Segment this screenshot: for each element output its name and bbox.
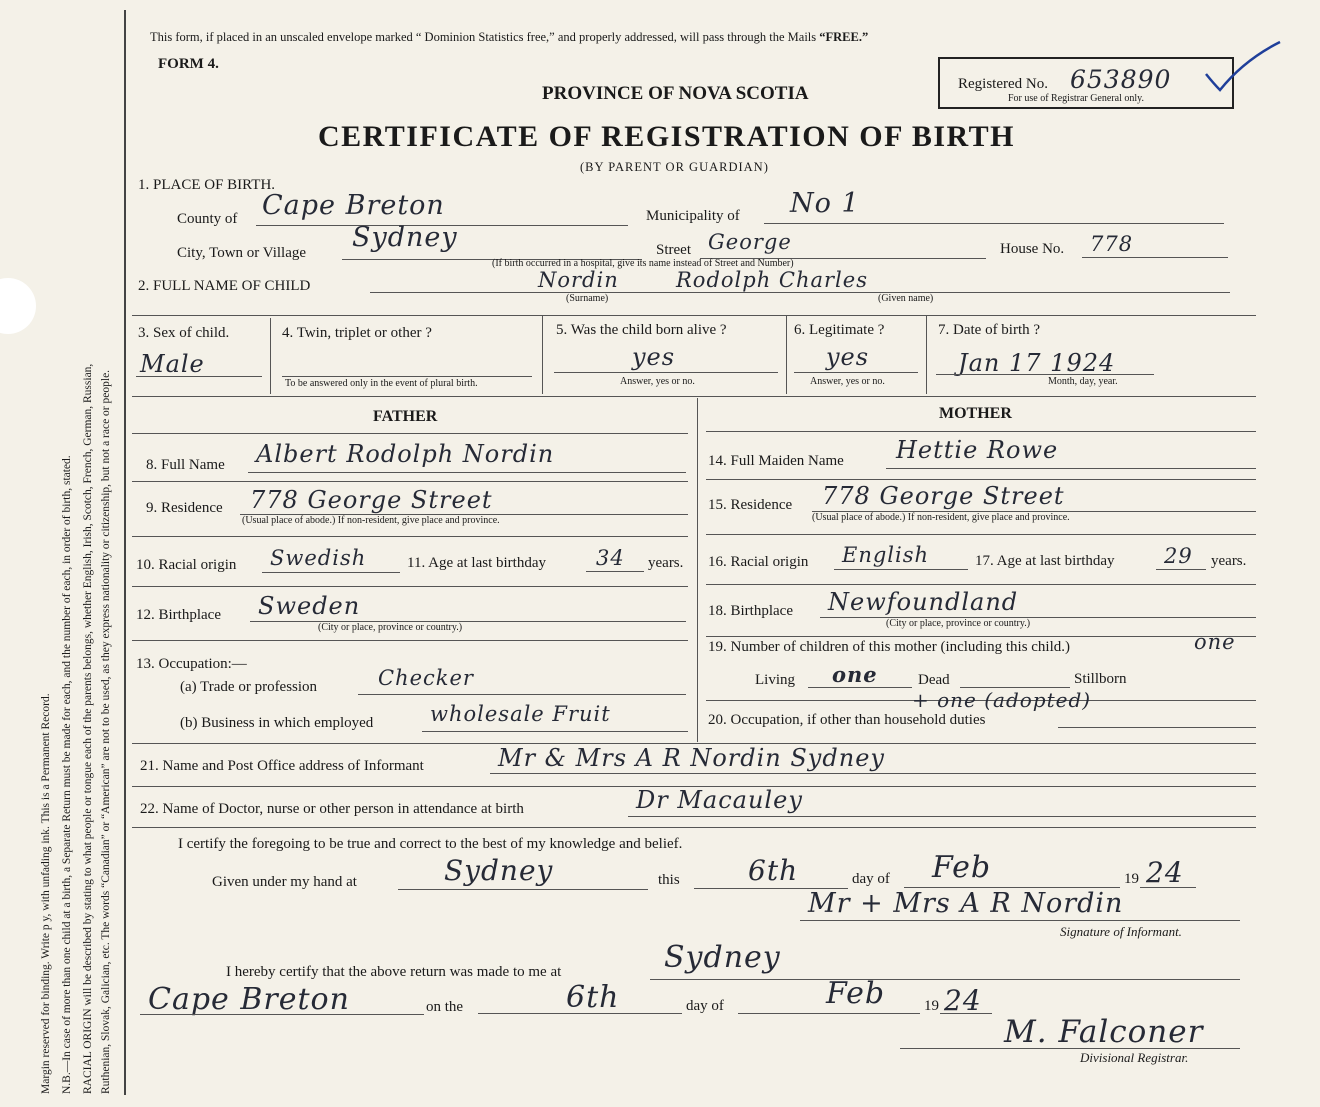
mother-heading: MOTHER (939, 405, 1012, 422)
father-birthplace-caption: (City or place, province or country.) (318, 622, 463, 633)
registered-label: Registered No. (958, 76, 1048, 92)
father-birthplace-value: Sweden (258, 592, 361, 620)
registrar-county-value: Cape Breton (148, 982, 350, 1017)
binding-margin (0, 0, 128, 1107)
registrar-use-note: For use of Registrar General only. (1008, 93, 1144, 104)
child-name-line (370, 292, 1230, 293)
mother-age-value: 29 (1164, 544, 1193, 568)
registrar-statement: I hereby certify that the above return was made to me at (226, 964, 562, 980)
certify-statement: I certify the foregoing to be true and correct to the best of my knowledge and belief. (178, 836, 683, 852)
municipality-value: No 1 (790, 188, 860, 219)
mother-birthplace-label: 18. Birthplace (708, 603, 793, 619)
check-mark-icon (1200, 38, 1286, 96)
row-divider-top (132, 315, 1256, 316)
registered-number: 653890 (1070, 65, 1172, 94)
form-number: FORM 4. (158, 56, 219, 72)
born-alive-label: 5. Was the child born alive ? (556, 322, 727, 338)
place-of-birth-label: 1. PLACE OF BIRTH. (138, 177, 276, 193)
registrar-signature-caption: Divisional Registrar. (1080, 1050, 1189, 1065)
registration-box (938, 57, 1234, 109)
father-years-label: years. (648, 555, 684, 571)
county-value: Cape Breton (262, 190, 445, 221)
father-business-label: (b) Business in which employed (180, 715, 374, 731)
dob-caption: Month, day, year. (1048, 376, 1118, 387)
mother-years-label: years. (1211, 553, 1247, 569)
municipality-line (764, 223, 1224, 224)
mother-birthplace-value: Newfoundland (828, 588, 1019, 616)
margin-rule (124, 10, 126, 1095)
mother-name-value: Hettie Rowe (896, 436, 1059, 464)
father-birthplace-label: 12. Birthplace (136, 607, 221, 623)
certificate-subtitle: (BY PARENT OR GUARDIAN) (580, 160, 769, 174)
certification-year-prefix: 19 (1124, 871, 1139, 887)
father-age-value: 34 (596, 546, 625, 570)
father-trade-value: Checker (378, 666, 474, 690)
dob-value: Jan 17 1924 (958, 349, 1116, 377)
certification-day-of-label: day of (852, 871, 890, 887)
street-value: George (708, 230, 792, 254)
certificate-title: CERTIFICATE OF REGISTRATION OF BIRTH (318, 120, 1015, 153)
father-racial-label: 10. Racial origin (136, 557, 237, 573)
margin-note-racial-origin-2: Ruthenian, Slovak, Galician, etc. The words “Canadian” or “American” are not to be used, as they express nationality or citizenship, but not a race or people. (100, 369, 112, 1094)
living-value: one (832, 662, 878, 687)
mother-children-value: one (1194, 630, 1236, 654)
registrar-signature: M. Falconer (1004, 1014, 1204, 1050)
father-residence-label: 9. Residence (146, 500, 223, 516)
child-name-label: 2. FULL NAME OF CHILD (138, 278, 311, 294)
mother-residence-caption: (Usual place of abode.) If non-resident, give place and province. (812, 512, 1070, 523)
informant-value: Mr & Mrs A R Nordin Sydney (498, 744, 885, 772)
informant-signature: Mr + Mrs A R Nordin (808, 888, 1124, 919)
doctor-value: Dr Macauley (636, 786, 803, 814)
father-heading: FATHER (373, 408, 438, 425)
hospital-note: (If birth occurred in a hospital, give its name instead of Street and Number) (492, 258, 794, 269)
surname-caption: (Surname) (566, 293, 609, 304)
registrar-year-value: 24 (944, 984, 982, 1017)
informant-signature-caption: Signature of Informant. (1060, 924, 1182, 939)
registrar-day-of-label: day of (686, 998, 724, 1014)
street-label: Street (656, 242, 691, 258)
mother-name-label: 14. Full Maiden Name (708, 453, 844, 469)
father-name-value: Albert Rodolph Nordin (256, 440, 555, 468)
mail-notice: This form, if placed in an unscaled envelope marked “ Dominion Statistics free,” and properly addressed, will pass through the Mails “FREE.” (150, 30, 869, 44)
house-line (1082, 257, 1228, 258)
informant-label: 21. Name and Post Office address of Informant (140, 758, 424, 774)
legitimate-label: 6. Legitimate ? (794, 322, 885, 338)
parents-divider (697, 398, 698, 742)
city-value: Sydney (352, 222, 458, 253)
registrar-year-prefix: 19 (924, 998, 939, 1014)
city-label: City, Town or Village (177, 245, 307, 261)
legitimate-value: yes (826, 343, 870, 371)
certification-day-value: 6th (748, 854, 799, 887)
father-trade-label: (a) Trade or profession (180, 679, 318, 695)
dead-label: Dead (918, 672, 950, 688)
doctor-label: 22. Name of Doctor, nurse or other person in attendance at birth (140, 801, 524, 817)
born-alive-caption: Answer, yes or no. (620, 376, 695, 387)
margin-note-racial-origin-1: RACIAL ORIGIN will be described by stating to what people or tongue each of the parents belongs, whether English, Irish, Scotch, French, German, Russian, (82, 363, 94, 1094)
given-place-value: Sydney (444, 854, 554, 887)
registrar-month-value: Feb (826, 976, 886, 1011)
county-label: County of (177, 211, 238, 227)
registrar-on-the-label: on the (426, 999, 464, 1015)
father-residence-caption: (Usual place of abode.) If non-resident, give place and province. (242, 515, 500, 526)
father-racial-value: Swedish (270, 546, 367, 570)
mother-children-label: 19. Number of children of this mother (including this child.) (708, 639, 1071, 655)
twin-label: 4. Twin, triplet or other ? (282, 325, 432, 341)
father-age-label: 11. Age at last birthday (407, 555, 546, 571)
father-business-value: wholesale Fruit (430, 702, 611, 726)
father-occupation-label: 13. Occupation:— (136, 656, 247, 672)
this-label: this (658, 872, 680, 888)
father-residence-value: 778 George Street (250, 486, 493, 514)
adopted-note: + one (adopted) (912, 688, 1092, 712)
child-surname-value: Nordin (538, 268, 619, 292)
punch-hole (0, 278, 36, 334)
father-name-label: 8. Full Name (146, 457, 225, 473)
mother-racial-label: 16. Racial origin (708, 554, 809, 570)
certification-month-value: Feb (932, 850, 992, 885)
registrar-place-value: Sydney (664, 940, 781, 975)
registrar-day-value: 6th (566, 980, 620, 1015)
sex-label: 3. Sex of child. (138, 325, 230, 341)
house-label: House No. (1000, 241, 1065, 257)
legitimate-caption: Answer, yes or no. (810, 376, 885, 387)
child-given-name-value: Rodolph Charles (676, 268, 868, 292)
municipality-label: Municipality of (646, 208, 740, 224)
sex-value: Male (140, 350, 205, 378)
margin-note-multiple-births: N.B.—In case of more than one child at a birth, a Separate Return must be made for each, and the number of each, in order of birth, stated. (61, 455, 73, 1094)
mother-residence-value: 778 George Street (822, 482, 1065, 510)
margin-note-binding: Margin reserved for binding. Write p y, with unfading ink. This is a Permanent Record. (40, 693, 52, 1094)
stillborn-label: Stillborn (1074, 671, 1127, 687)
born-alive-value: yes (632, 343, 676, 371)
mother-residence-label: 15. Residence (708, 497, 793, 513)
province-heading: PROVINCE OF NOVA SCOTIA (542, 83, 809, 104)
dob-label: 7. Date of birth ? (938, 322, 1041, 338)
certification-year-value: 24 (1146, 856, 1184, 889)
twin-caption: To be answered only in the event of plural birth. (285, 378, 478, 389)
given-name-caption: (Given name) (878, 293, 934, 304)
mother-racial-value: English (842, 543, 930, 567)
mother-age-label: 17. Age at last birthday (975, 553, 1115, 569)
house-value: 778 (1090, 232, 1134, 256)
living-label: Living (755, 672, 795, 688)
given-under-label: Given under my hand at (212, 874, 357, 890)
mother-birthplace-caption: (City or place, province or country.) (886, 618, 1031, 629)
mother-occupation-label: 20. Occupation, if other than household duties (708, 712, 986, 728)
